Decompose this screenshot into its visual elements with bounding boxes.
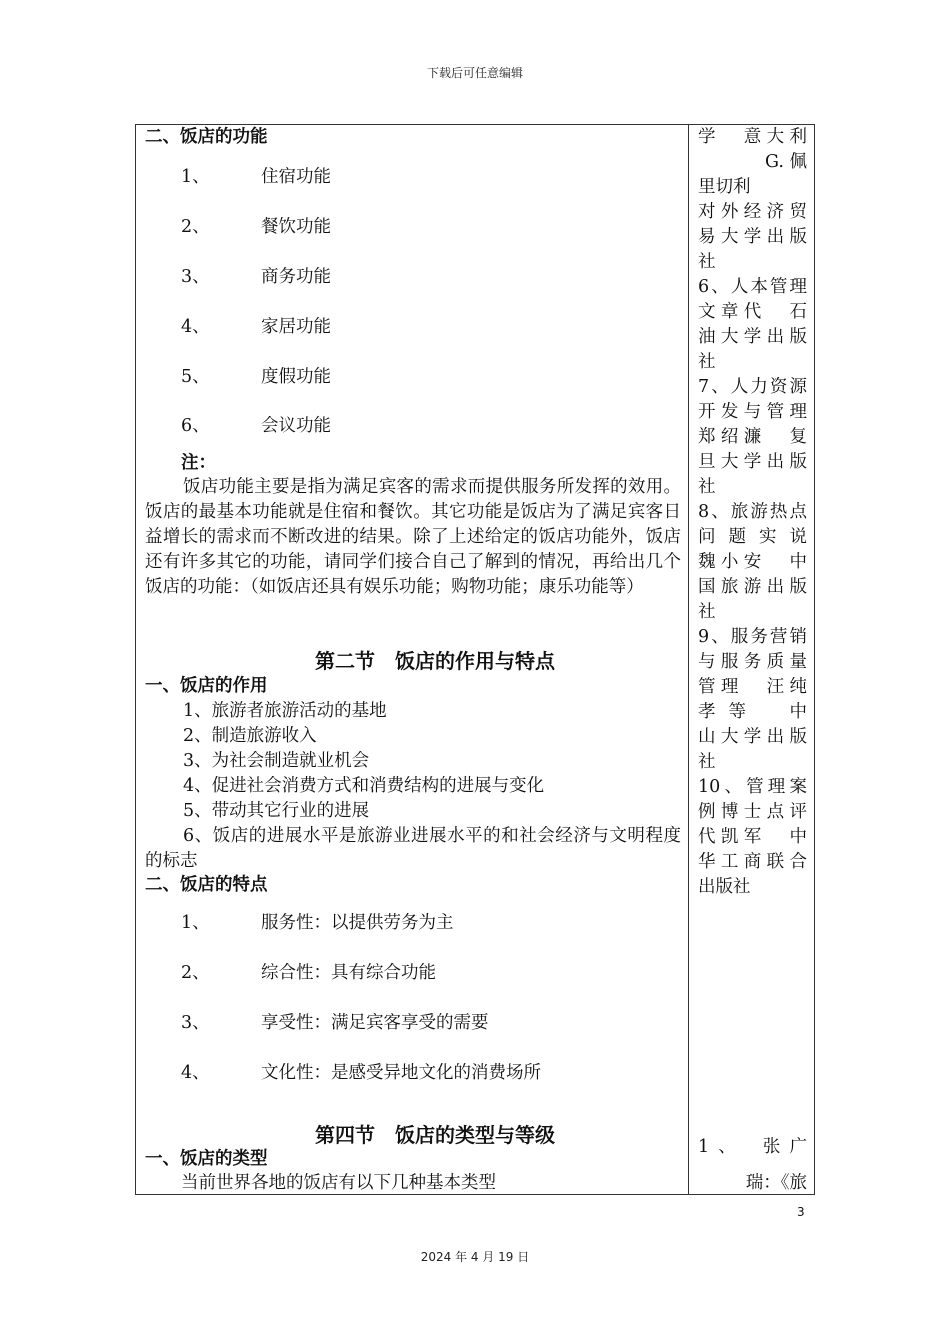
reference-line: 1、 张广 [698, 1137, 807, 1157]
role-item: 3、为社会制造就业机会 [183, 751, 370, 771]
reference-line: 华工商联合 [698, 852, 807, 872]
reference-line: 社 [698, 477, 716, 497]
reference-line: 管理 汪纯 [698, 677, 807, 697]
reference-line: 魏小安 中 [698, 552, 807, 572]
reference-line: 孝等 中 [698, 702, 807, 722]
reference-line: 代凯军 中 [698, 827, 807, 847]
reference-line: 6、人本管理 [698, 277, 807, 297]
features-heading: 二、饭店的特点 [145, 875, 268, 895]
reference-line: 旦大学出版 [698, 452, 807, 472]
reference-line: 社 [698, 602, 716, 622]
types-intro: 当前世界各地的饭店有以下几种基本类型 [181, 1173, 496, 1193]
role-item: 4、促进社会消费方式和消费结构的进展与变化 [183, 776, 545, 796]
reference-line: 里切利 [698, 177, 751, 197]
types-heading: 一、饭店的类型 [145, 1149, 268, 1169]
reference-line: G. 佩 [765, 152, 807, 172]
reference-line: 10、管理案 [698, 777, 807, 797]
reference-line: 山大学出版 [698, 727, 807, 747]
footer-date: 2024 年 4 月 19 日 [420, 1250, 530, 1264]
page-number: 3 [797, 1205, 805, 1219]
role-item: 5、带动其它行业的进展 [183, 801, 370, 821]
reference-line: 易大学出版 [698, 227, 807, 247]
reference-line: 与服务质量 [698, 652, 807, 672]
reference-line: 问题实说 [698, 527, 807, 547]
reference-line: 学 意大利 [698, 127, 807, 147]
reference-line: 瑞：《旅 [745, 1173, 807, 1193]
section-4-title: 第四节 饭店的类型与等级 [315, 1123, 555, 1147]
reference-line: 社 [698, 352, 716, 372]
functions-heading: 二、饭店的功能 [145, 127, 268, 147]
content-table: 二、饭店的功能 1、 住宿功能 2、 餐饮功能 3、 商务功能 4、 家居功能 5、 度假功能 6、 会议功能 注： 饭店功能主要是指为满足宾客的需求而提供服务所发挥的效用。饭店的最基本功能就是住宿和餐饮。其它功能是饭店为了满足宾客日益增长的需求而不断改进的结果。除了上述给定的饭店功能外，饭店还有许多其它的功能，请同学们接合自己了解到的情况，再给出几个饭店的功能：（如饭店还具有娱乐功能；购物功能；康乐功能等） 第二节 饭店的作用与特点 一、饭店的作用 1、旅游者旅游活动的基地 2、制造旅游收入 3、为社会制造就业机会 4、促进社会消费方式和消费结构的进展与变化 5、带动其它行业的进展 6、饭店的进展水平是旅游业进展水平的和社会经济与文明程度的标志 二、饭店的特点 1、 服务性：以提供劳务为主 2、 综合性：具有综合功能 3、 享受性：满足宾客享受的需要 4、 文化性：是感受异地文化的消费场所 第四节 饭店的类型与等级 一、饭店的类型 当前世界各地的饭店有以下几种基本类型 学 意大利 G. 佩 里切利 对外经济贸 易大学出版 社 6、人本管理 文章代 石 油大学出版 社 7、人力资源 开发与管理 郑绍濂 复 旦大学出版 社 8、旅游热点 问题实说 魏小安 中 国旅游出版 社 9、服务营销 与服务质量 管理 汪纯 孝等 中 山大学出版 社 10、管理案 例博士点评 代凯军 中 华工商联合 出版社 1、 张广 瑞：《旅 [135, 124, 815, 1195]
note-label: 注： [181, 453, 216, 473]
reference-line: 社 [698, 752, 716, 772]
reference-line: 9、服务营销 [698, 627, 807, 647]
reference-line: 开发与管理 [698, 402, 807, 422]
reference-line: 国旅游出版 [698, 577, 807, 597]
reference-line: 对外经济贸 [698, 202, 807, 222]
role-item: 1、旅游者旅游活动的基地 [183, 701, 387, 721]
reference-line: 油大学出版 [698, 327, 807, 347]
reference-line: 郑绍濂 复 [698, 427, 807, 447]
role-item: 2、制造旅游收入 [183, 726, 317, 746]
reference-line: 文章代 石 [698, 302, 807, 322]
reference-line: 社 [698, 252, 716, 272]
reference-line: 7、人力资源 [698, 377, 807, 397]
roles-heading: 一、饭店的作用 [145, 676, 268, 696]
page-header: 下载后可任意编辑 [426, 66, 523, 80]
section-2-title: 第二节 饭店的作用与特点 [315, 649, 555, 673]
reference-line: 8、旅游热点 [698, 502, 807, 522]
role-item: 6、饭店的进展水平是旅游业进展水平的和社会经济与文明程度的标志 [145, 826, 681, 871]
reference-line: 例博士点评 [698, 802, 807, 822]
reference-line: 出版社 [698, 877, 751, 897]
note-paragraph: 饭店功能主要是指为满足宾客的需求而提供服务所发挥的效用。饭店的最基本功能就是住宿和餐饮。其它功能是饭店为了满足宾客日益增长的需求而不断改进的结果。除了上述给定的饭店功能外，饭店还有许多其它的功能，请同学们接合自己了解到的情况，再给出几个饭店的功能：（如饭店还具有娱乐功能；购物功能；康乐功能等） [145, 477, 681, 597]
